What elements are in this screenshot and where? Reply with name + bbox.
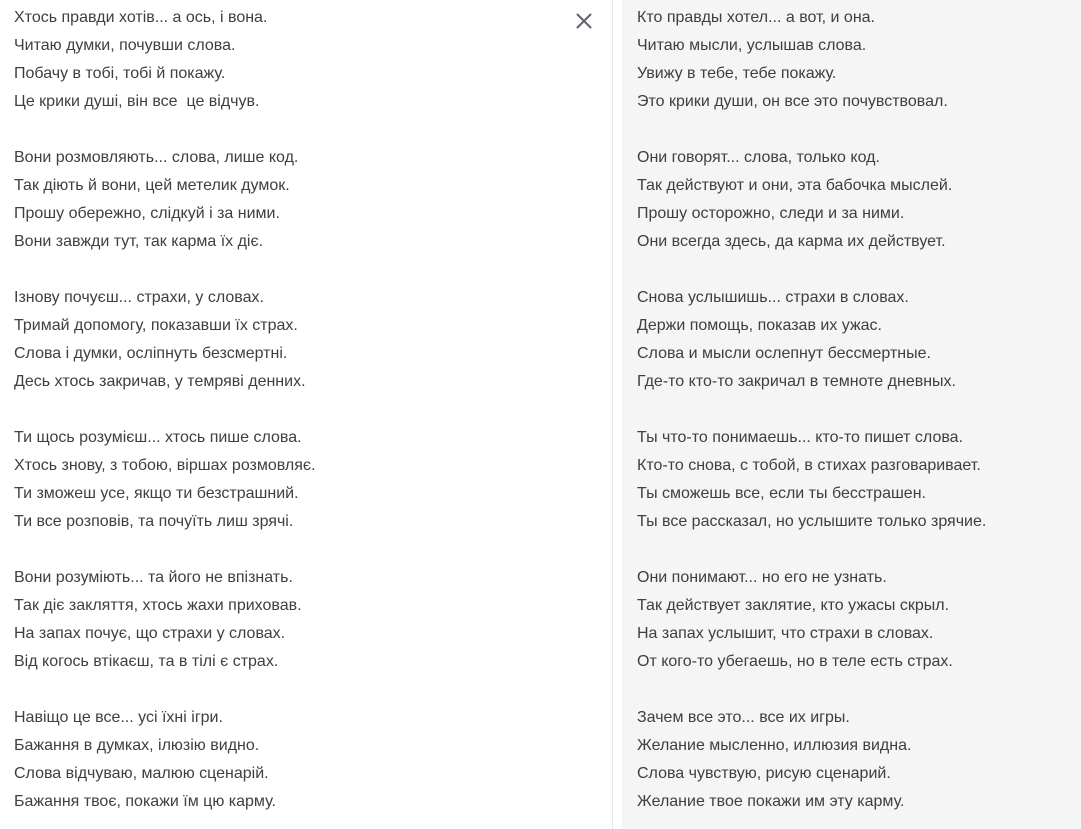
text-line: Кто-то снова, с тобой, в стихах разговаривает. <box>637 457 981 474</box>
text-line: Увижу в тебе, тебе покажу. <box>637 65 837 82</box>
stanza <box>14 4 612 116</box>
text-line: Побачу в тобі, тобі й покажу. <box>14 65 226 82</box>
text-line: Ти щось розумієш... хтось пише слова. <box>14 429 302 446</box>
text-line: Они говорят... слова, только код. <box>637 149 880 166</box>
text-line: Прошу осторожно, следи и за ними. <box>637 205 905 222</box>
text-line: Вони розмовляють... слова, лише код. <box>14 149 299 166</box>
clear-source-button[interactable] <box>572 9 596 33</box>
text-line: Так діють й вони, цей метелик думок. <box>14 177 290 194</box>
text-line: Желание мысленно, иллюзия видна. <box>637 737 912 754</box>
text-line: Слова и мысли ослепнут бессмертные. <box>637 345 931 362</box>
text-line: Слова і думки, осліпнуть безсмертні. <box>14 345 288 362</box>
text-line: Бажання твоє, покажи їм цю карму. <box>14 793 276 810</box>
text-line: Прошу обережно, слідкуй і за ними. <box>14 205 280 222</box>
text-line: Читаю мысли, услышав слова. <box>637 37 867 54</box>
text-line: Желание твое покажи им эту карму. <box>637 793 905 810</box>
text-line: Ти зможеш усе, якщо ти безстрашний. <box>14 485 299 502</box>
text-line: Вони завжди тут, так карма їх діє. <box>14 233 264 250</box>
text-line: Ізнову почуєш... страхи, у словах. <box>14 289 264 306</box>
text-line: Зачем все это... все их игры. <box>637 709 850 726</box>
stanza <box>14 704 612 816</box>
text-line: Читаю думки, почувши слова. <box>14 37 236 54</box>
text-line: На запах почує, що страхи у словах. <box>14 625 286 642</box>
text-line: Від когось втікаєш, та в тілі є страх. <box>14 653 279 670</box>
stanza <box>14 564 612 676</box>
text-line: Кто правды хотел... а вот, и она. <box>637 9 875 26</box>
text-line: Бажання в думках, ілюзію видно. <box>14 737 260 754</box>
text-line: Слова відчуваю, малюю сценарій. <box>14 765 269 782</box>
text-line: Ты все рассказал, но услышите только зрячие. <box>637 513 987 530</box>
text-line: Ты что-то понимаешь... кто-то пишет слова. <box>637 429 964 446</box>
stanza <box>637 4 1081 116</box>
text-line: Хтось знову, з тобою, віршах розмовляє. <box>14 457 316 474</box>
stanza <box>637 564 1081 676</box>
text-line: Держи помощь, показав их ужас. <box>637 317 882 334</box>
text-line: Десь хтось закричав, у темряві денних. <box>14 373 306 390</box>
stanza <box>14 424 612 536</box>
stanza <box>637 424 1081 536</box>
stanza <box>637 704 1081 816</box>
translation-text <box>637 4 1081 816</box>
text-line: Они всегда здесь, да карма их действует. <box>637 233 946 250</box>
text-line: Це крики душі, він все це відчув. <box>14 93 260 110</box>
stanza <box>14 284 612 396</box>
text-line: Так действует заклятие, кто ужасы скрыл. <box>637 597 950 614</box>
translation-pane <box>622 0 1081 829</box>
text-line: Снова услышишь... страхи в словах. <box>637 289 909 306</box>
text-line: От кого-то убегаешь, но в теле есть страх. <box>637 653 953 670</box>
text-line: Так діє закляття, хтось жахи приховав. <box>14 597 302 614</box>
close-icon <box>572 9 596 33</box>
stanza <box>637 284 1081 396</box>
text-line: Так действуют и они, эта бабочка мыслей. <box>637 177 953 194</box>
stanza <box>637 144 1081 256</box>
text-line: Ти все розповів, та почуїть лиш зрячі. <box>14 513 294 530</box>
text-line: Хтось правди хотів... а ось, і вона. <box>14 9 268 26</box>
pane-gap <box>613 0 622 829</box>
text-line: Это крики души, он все это почувствовал. <box>637 93 948 110</box>
source-text[interactable] <box>14 4 612 816</box>
text-line: Ты сможешь все, если ты бесстрашен. <box>637 485 926 502</box>
text-line: Вони розуміють... та його не впізнать. <box>14 569 293 586</box>
text-line: Где-то кто-то закричал в темноте дневных. <box>637 373 956 390</box>
text-line: На запах услышит, что страхи в словах. <box>637 625 934 642</box>
text-line: Тримай допомогу, показавши їх страх. <box>14 317 298 334</box>
text-line: Слова чувствую, рисую сценарий. <box>637 765 891 782</box>
stanza <box>14 144 612 256</box>
text-line: Навіщо це все... усі їхні ігри. <box>14 709 223 726</box>
text-line: Они понимают... но его не узнать. <box>637 569 887 586</box>
